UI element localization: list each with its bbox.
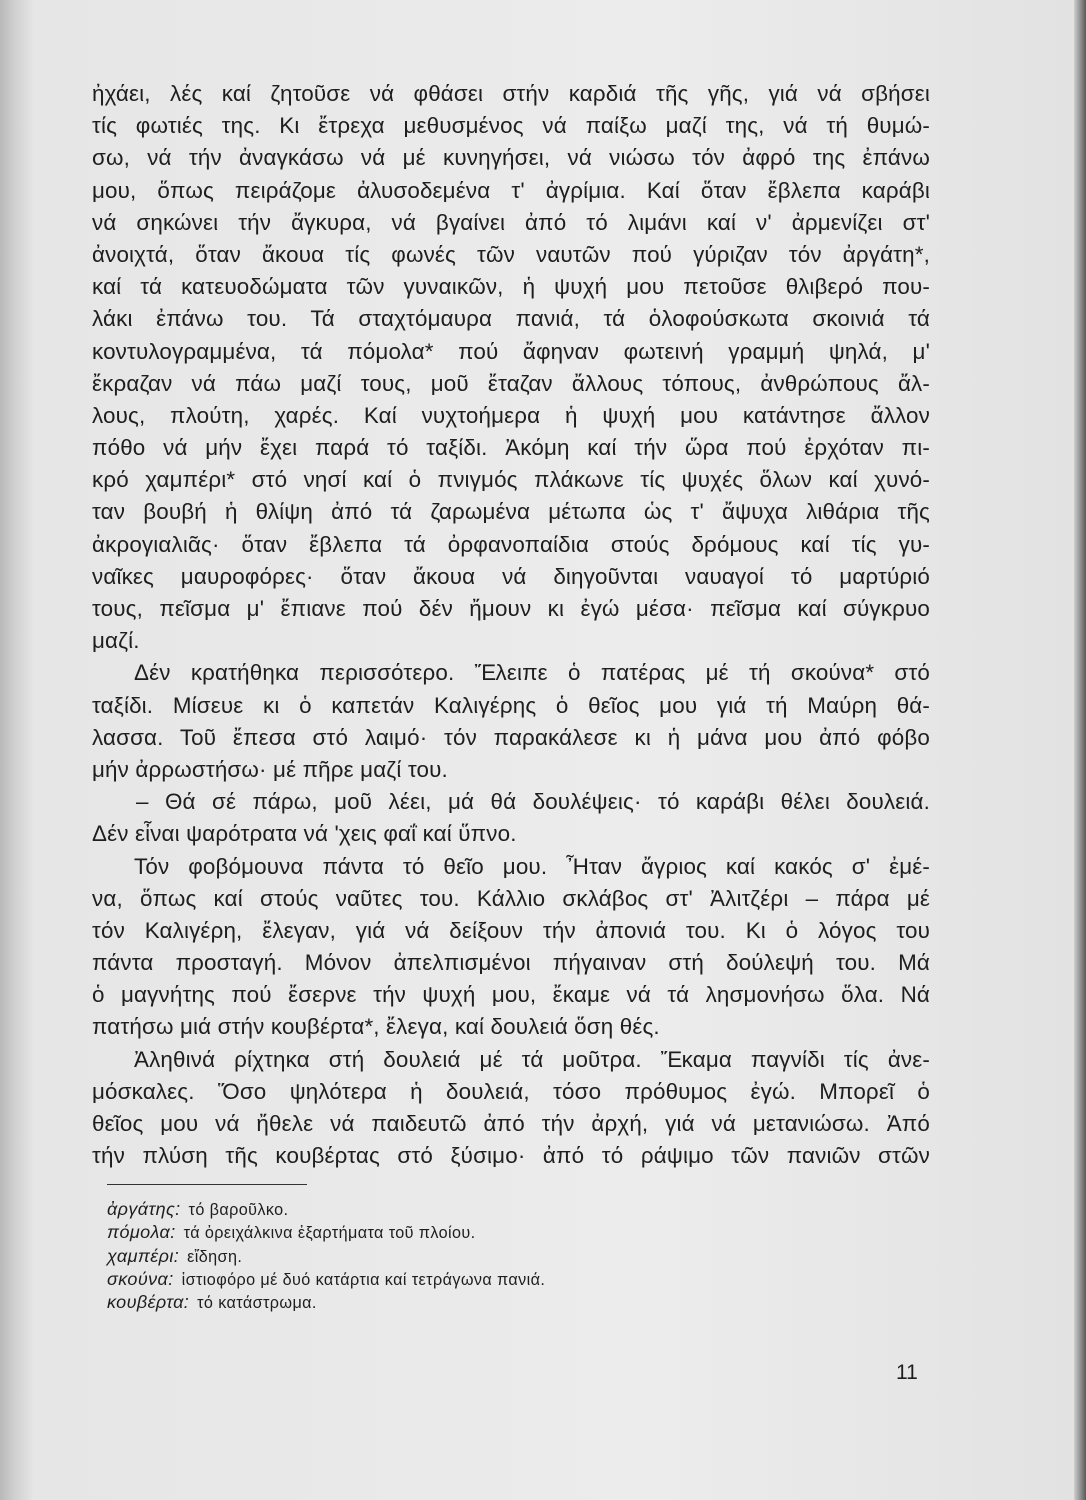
footnote-definition: τά ὀρειχάλκινα ἐξαρτήματα τοῦ πλοίου. bbox=[183, 1224, 476, 1243]
footnote-term: σκούνα: bbox=[107, 1268, 174, 1289]
footnote-definition: ἱστιοφόρο μέ δυό κατάρτια καί τετράγωνα πανιά. bbox=[181, 1270, 546, 1289]
text-line: ἀνοιχτά, ὅταν ἄκουα τίς φωνές τῶν ναυτῶν πού γύριζαν τόν ἀργάτη*, bbox=[92, 241, 930, 267]
footnote bbox=[107, 1221, 927, 1244]
text-line: λους, πλούτη, χαρές. Καί νυχτοήμερα ἡ ψυχή μου κατάντησε ἄλλον bbox=[92, 402, 930, 428]
footnote-divider bbox=[107, 1184, 307, 1185]
text-line: Δέν κρατήθηκα περισσότερο. Ἔλειπε ὁ πατέρας μέ τή σκούνα* στό bbox=[134, 660, 930, 686]
footnote-definition: εἴδηση. bbox=[187, 1247, 243, 1266]
book-spine-shadow bbox=[1074, 0, 1086, 1500]
text-line: τήν πλύση τῆς κουβέρτας στό ξύσιμο· ἀπό τό ράψιμο τῶν πανιῶν στῶν bbox=[92, 1143, 930, 1169]
text-line: – Θά σέ πάρω, μοῦ λέει, μά θά δουλέψεις· τό καράβι θέλει δουλειά. bbox=[136, 789, 930, 815]
footnote-term: χαμπέρι: bbox=[107, 1245, 180, 1266]
text-line: σω, νά τήν ἀναγκάσω νά μέ κυνηγήσει, νά νιώσω τόν ἀφρό της ἐπάνω bbox=[92, 145, 930, 171]
footnote bbox=[107, 1245, 927, 1268]
text-line: ταξίδι. Μίσευε κι ὁ καπετάν Καλιγέρης ὁ θεῖος μου γιά τή Μαύρη θά- bbox=[92, 692, 930, 718]
footnotes bbox=[107, 1198, 927, 1314]
text-line: θεῖος μου νά ἤθελε νά παιδευτῶ ἀπό τήν ἀρχή, γιά νά μετανιώσω. Ἀπό bbox=[92, 1111, 930, 1136]
text-line: μου, ὅπως πειράζομε ἀλυσοδεμένα τ' ἀγρίμια. Καί ὅταν ἔβλεπα καράβι bbox=[92, 177, 930, 203]
text-line: ἀκρογιαλιᾶς· ὅταν ἔβλεπα τά ὀρφανοπαίδια στούς δρόμους καί τίς γυ- bbox=[92, 531, 930, 557]
text-line: ναῖκες μαυροφόρες· ὅταν ἄκουα νά διηγοῦνται ναυαγοί τό μαρτύριό bbox=[92, 563, 930, 589]
text-line: λάκι ἐπάνω του. Τά σταχτόμαυρα πανιά, τά ὁλοφούσκωτα σκοινιά τά bbox=[92, 306, 930, 332]
footnote-term: πόμολα: bbox=[107, 1222, 176, 1243]
text-line: καί τά κατευοδώματα τῶν γυναικῶν, ἡ ψυχή μου πετοῦσε θλιβερό που- bbox=[92, 274, 930, 300]
footnote bbox=[107, 1268, 927, 1291]
text-line: να, ὅπως καί στούς ναῦτες του. Κάλλιο σκλάβος στ' Ἀλιτζέρι – πάρα μέ bbox=[92, 885, 930, 911]
text-line: πατήσω μιά στήν κουβέρτα*, ἔλεγα, καί δουλειά ὅση θές. bbox=[92, 1014, 660, 1040]
text-line: Ἀληθινά ρίχτηκα στή δουλειά μέ τά μοῦτρα. Ἔκαμα παγνίδι τίς ἀνε- bbox=[134, 1046, 930, 1072]
footnote-term: κουβέρτα: bbox=[107, 1292, 190, 1313]
text-line: πάντα προσταγή. Μόνον ἀπελπισμένοι πήγαιναν στή δούλεψή του. Μά bbox=[92, 950, 930, 976]
footnote-definition: τό κατάστρωμα. bbox=[197, 1294, 317, 1313]
text-line: ταν βουβή ἡ θλίψη ἀπό τά ζαρωμένα μέτωπα ὡς τ' ἄψυχα λιθάρια τῆς bbox=[92, 499, 930, 525]
text-line: πόθο νά μήν ἔχει παρά τό ταξίδι. Ἀκόμη καί τήν ὥρα πού ἐρχόταν πι- bbox=[92, 435, 930, 461]
text-line: κοντυλογραμμένα, τά πόμολα* πού ἄφηναν φωτεινή γραμμή ψηλά, μ' bbox=[92, 338, 930, 364]
text-line: νά σηκώνει τήν ἄγκυρα, νά βγαίνει ἀπό τό λιμάνι καί ν' ἀρμενίζει στ' bbox=[92, 209, 930, 235]
text-line: ὁ μαγνήτης πού ἔσερνε τήν ψυχή μου, ἔκαμε νά τά λησμονήσω ὅλα. Νά bbox=[92, 982, 930, 1008]
main-text bbox=[92, 78, 930, 1172]
footnote-term: ἀργάτης: bbox=[107, 1199, 181, 1219]
text-line: λασσα. Τοῦ ἔπεσα στό λαιμό· τόν παρακάλεσε κι ἡ μάνα μου ἀπό φόβο bbox=[92, 724, 930, 750]
text-line: Τόν φοβόμουνα πάντα τό θεῖο μου. Ἦταν ἄγριος καί κακός σ' ἐμέ- bbox=[134, 853, 930, 879]
text-line: τόν Καλιγέρη, ἔλεγαν, γιά νά δείξουν τήν ἀπονιά του. Κι ὁ λόγος του bbox=[92, 917, 930, 943]
text-line: μήν ἀρρωστήσω· μέ πῆρε μαζί του. bbox=[92, 756, 448, 782]
text-line: Δέν εἶναι ψαρότρατα νά 'χεις φαΐ καί ὕπνο. bbox=[92, 821, 517, 847]
footnote-definition: τό βαροῦλκο. bbox=[188, 1201, 289, 1219]
text-line: τίς φωτιές της. Κι ἔτρεχα μεθυσμένος νά παίξω μαζί της, νά τή θυμώ- bbox=[92, 113, 930, 139]
text-line: κρό χαμπέρι* στό νησί καί ὁ πνιγμός πλάκωνε τίς ψυχές ὅλων καί χυνό- bbox=[92, 467, 930, 493]
text-line: ἔκραζαν νά πάω μαζί τους, μοῦ ἔταζαν ἄλλους τόπους, ἀνθρώπους ἄλ- bbox=[92, 370, 930, 396]
footnote bbox=[107, 1198, 927, 1221]
text-line: τους, πεῖσμα μ' ἔπιανε πού δέν ἤμουν κι ἐγώ μέσα· πεῖσμα καί σύγκρυο bbox=[92, 596, 930, 621]
footnote bbox=[107, 1291, 927, 1314]
text-line: μαζί. bbox=[92, 628, 140, 654]
text-line: ἠχάει, λές καί ζητοῦσε νά φθάσει στήν καρδιά τῆς γῆς, γιά νά σβήσει bbox=[92, 81, 930, 106]
text-line: μόσκαλες. Ὅσο ψηλότερα ἡ δουλειά, τόσο πρόθυμος ἐγώ. Μπορεῖ ὁ bbox=[92, 1078, 930, 1104]
page-number: 11 bbox=[896, 1361, 918, 1384]
